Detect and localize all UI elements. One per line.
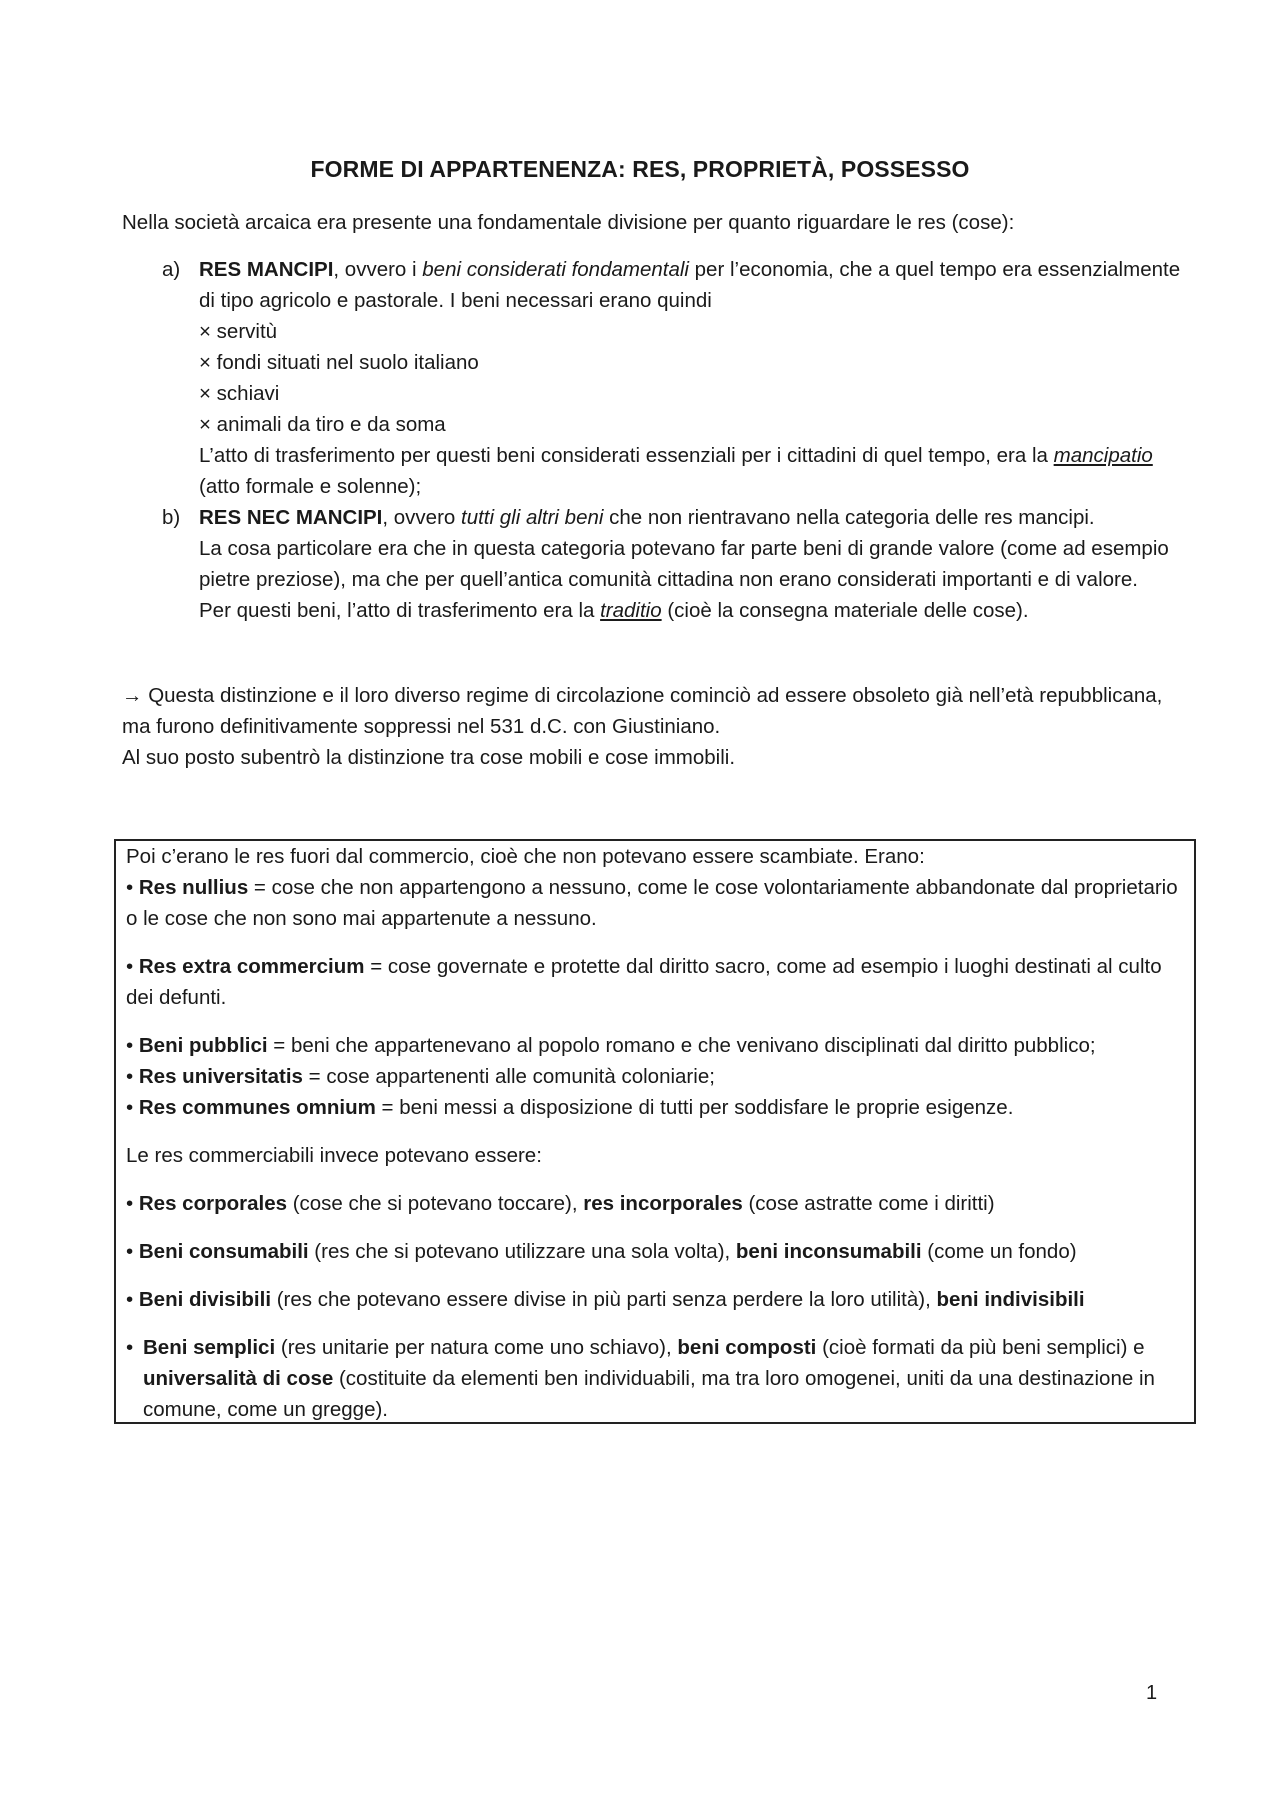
intro-paragraph: Nella società arcaica era presente una fondamentale divisione per quanto riguardare le res (cose): [122,211,1015,234]
term: Res corporales [138,1192,287,1215]
text-run: (res che potevano essere divise in più parti senza perdere la loro utilità), [271,1288,937,1311]
text-run: per l’economia, che a quel tempo era essenzialmente di tipo agricolo e pastorale. I beni necessari erano quindi [199,258,1181,312]
text-run: (res unitarie per natura come uno schiavo), [275,1336,678,1359]
text-run: che non rientravano nella categoria delle res mancipi. [603,506,1095,529]
res-classification-box [114,839,1196,1424]
bullet-beni-pubblici: • Beni pubblici = beni che appartenevano al popolo romano e che venivano disciplinati dal diritto pubblico; [126,1034,1096,1057]
page-number: 1 [1146,1682,1158,1704]
bullet-beni-semplici-text [143,1332,1184,1425]
term: Res nullius [138,876,249,899]
term: Beni consumabili [138,1240,309,1263]
term: universalità di cose [143,1367,334,1390]
term: Res universitatis [138,1065,303,1088]
text-run: (cioè formati da più beni semplici) e [816,1336,1145,1359]
bullet-animali: × animali da tiro e da soma [199,413,446,436]
text-run: (cose astratte come i diritti) [742,1192,995,1215]
term: Res communes omnium [138,1096,376,1119]
bullet-dot: • [126,1336,134,1359]
list-item-b [122,502,1182,626]
term: Res extra commercium [138,955,365,978]
bullet-fondi: × fondi situati nel suolo italiano [199,351,479,374]
item-b-transfer [199,595,1182,626]
text-run: (cose che si potevano toccare), [287,1192,584,1215]
text-run: = beni che appartenevano al popolo romano e che venivano disciplinati dal diritto pubblico; [267,1034,1096,1057]
note-line-2: Al suo posto subentrò la distinzione tra cose mobili e cose immobili. [122,746,736,769]
bullet-res-universitatis: • Res universitatis = cose appartenenti alle comunità coloniarie; [126,1065,715,1088]
text-run: (atto formale e solenne); [199,475,422,498]
list-marker: a) [162,258,181,281]
term-traditio: traditio [600,599,662,622]
term-res-mancipi: RES MANCIPI [199,258,334,281]
bullet-beni-divisibili: • Beni divisibili (res che potevano essere divise in più parti senza perdere la loro utilità), beni indivisibili [126,1288,1085,1311]
text-run: = beni messi a disposizione di tutti per soddisfare le proprie esigenze. [375,1096,1014,1119]
italic-run: tutti gli altri beni [461,506,604,529]
text-run: = cose governate e protette dal diritto sacro, come ad esempio i luoghi destinati al culto dei defunti. [126,955,1162,1009]
term-mancipatio: mancipatio [1053,444,1153,467]
text-run: (costituite da elementi ben individuabili, ma tra loro omogenei, uniti da una destinazione in comune, come un gregge). [143,1367,1155,1421]
term: beni composti [677,1336,817,1359]
term: Beni divisibili [138,1288,272,1311]
commerciabili-intro: Le res commerciabili invece potevano essere: [126,1144,542,1167]
text-run: Per questi beni, l’atto di trasferimento era la [199,599,601,622]
term: res incorporales [583,1192,743,1215]
text-run: = cose che non appartengono a nessuno, come le cose volontariamente abbandonate dal proprietario o le cose che non sono mai appartenute a nessuno. [126,876,1178,930]
bullet-beni-consumabili: • Beni consumabili (res che si potevano utilizzare una sola volta), beni inconsumabili (come un fondo) [126,1240,1077,1263]
item-a-text [199,254,1182,316]
term: beni inconsumabili [735,1240,922,1263]
bullet-res-nullius: • Res nullius = cose che non appartengono a nessuno, come le cose volontariamente abbandonate dal proprietario o le cose che non sono mai appartenute a nessuno. [126,876,1178,930]
italic-run: beni considerati fondamentali [422,258,689,281]
text-run: (come un fondo) [921,1240,1077,1263]
bullet-beni-semplici [126,1332,1184,1425]
mancipi-list [122,254,1182,626]
item-b-text [199,502,1182,533]
bullet-res-communes-omnium: • Res communes omnium = beni messi a disposizione di tutti per soddisfare le proprie esigenze. [126,1096,1014,1119]
item-a-transfer [199,440,1182,502]
term: Beni pubblici [138,1034,268,1057]
term-res-nec-mancipi: RES NEC MANCIPI [199,506,383,529]
text-run: L’atto di trasferimento per questi beni considerati essenziali per i cittadini di quel tempo, era la [199,444,1054,467]
text-run: = cose appartenenti alle comunità coloniarie; [302,1065,715,1088]
term: beni indivisibili [936,1288,1085,1311]
bullet-res-corporales: • Res corporales (cose che si potevano toccare), res incorporales (cose astratte come i diritti) [126,1192,995,1215]
list-marker: b) [162,506,181,529]
note-line-1: → Questa distinzione e il loro diverso regime di circolazione cominciò ad essere obsoleto già nell’età repubblicana, ma furono definitivamente soppressi nel 531 d.C. con Giustiniano. [122,684,1163,738]
note-paragraph [122,680,1182,773]
text-run: (cioè la consegna materiale delle cose). [661,599,1029,622]
list-item-a [122,254,1182,502]
page-title: FORME DI APPARTENENZA: RES, PROPRIETÀ, POSSESSO [310,156,970,182]
text-run: (res che si potevano utilizzare una sola volta), [308,1240,736,1263]
bullet-res-extra-commercium: • Res extra commercium = cose governate e protette dal diritto sacro, come ad esempio i luoghi destinati al culto dei defunti. [126,955,1162,1009]
box-intro: Poi c’erano le res fuori dal commercio, cioè che non potevano essere scambiate. Erano: [126,845,925,868]
text-run: , ovvero [382,506,462,529]
item-b-paragraph: La cosa particolare era che in questa categoria potevano far parte beni di grande valore (come ad esempio pietre preziose), ma che per quell’antica comunità cittadina non erano considerati importanti e di valore. [199,537,1169,591]
text-run: , ovvero i [333,258,423,281]
bullet-servitu: × servitù [199,320,278,343]
term: Beni semplici [143,1336,276,1359]
bullet-schiavi: × schiavi [199,382,280,405]
